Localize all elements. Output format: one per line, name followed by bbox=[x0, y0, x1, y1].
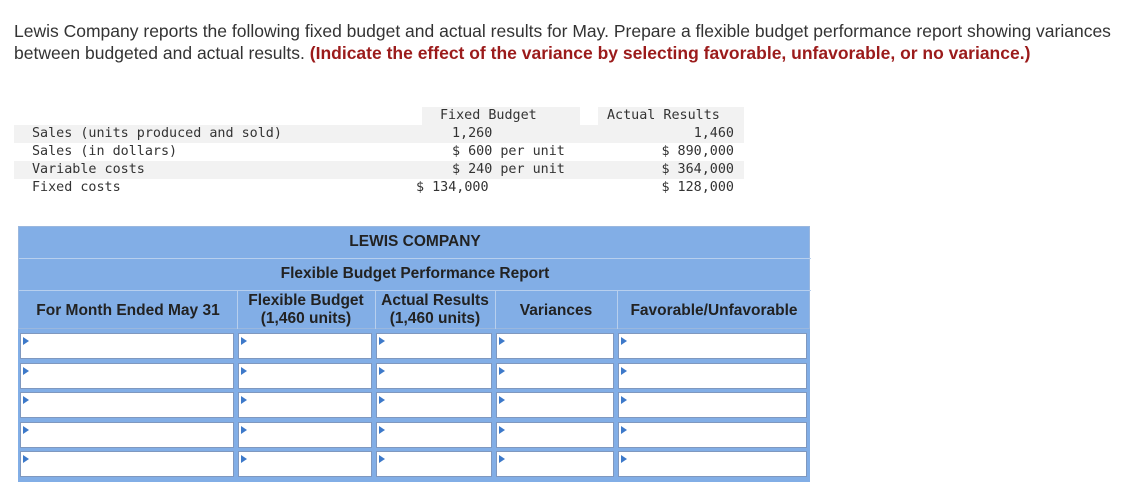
given-data-table bbox=[14, 107, 744, 197]
flexible-budget-input[interactable] bbox=[238, 451, 372, 477]
given-row-label: Sales (units produced and sold) bbox=[32, 126, 282, 141]
input-marker-icon bbox=[499, 367, 505, 375]
input-marker-icon bbox=[23, 455, 29, 463]
flexible-budget-input[interactable] bbox=[238, 392, 372, 418]
line-item-select[interactable] bbox=[20, 422, 234, 448]
given-fixed-value: 1,260 bbox=[452, 126, 493, 141]
input-marker-icon bbox=[621, 455, 627, 463]
report-title: Flexible Budget Performance Report bbox=[280, 265, 550, 282]
actual-results-input[interactable] bbox=[376, 333, 492, 359]
fav-unfav-select[interactable] bbox=[618, 451, 807, 477]
input-marker-icon bbox=[241, 455, 247, 463]
actual-results-col-header bbox=[375, 292, 495, 328]
given-actual-value: $ 890,000 bbox=[661, 144, 734, 159]
fav-unfav-header: Favorable/Unfavorable bbox=[630, 302, 798, 319]
actual-results-input[interactable] bbox=[376, 422, 492, 448]
input-marker-icon bbox=[499, 426, 505, 434]
variance-input[interactable] bbox=[496, 451, 614, 477]
fav-unfav-select[interactable] bbox=[618, 422, 807, 448]
input-marker-icon bbox=[379, 426, 385, 434]
input-marker-icon bbox=[621, 426, 627, 434]
input-marker-icon bbox=[499, 455, 505, 463]
given-row-label: Fixed costs bbox=[32, 180, 121, 195]
input-marker-icon bbox=[23, 367, 29, 375]
header-divider bbox=[19, 258, 811, 259]
fav-unfav-select[interactable] bbox=[618, 392, 807, 418]
prompt-instruction: (Indicate the effect of the variance by selecting favorable, unfavorable, or no variance.) bbox=[309, 43, 1031, 63]
input-marker-icon bbox=[379, 455, 385, 463]
line-item-select[interactable] bbox=[20, 363, 234, 389]
fixed-budget-header: Fixed Budget bbox=[440, 108, 537, 123]
input-marker-icon bbox=[241, 367, 247, 375]
report-header bbox=[18, 226, 810, 329]
header-divider bbox=[19, 290, 811, 291]
input-marker-icon bbox=[241, 337, 247, 345]
variances-header: Variances bbox=[519, 302, 593, 319]
given-fixed-value: $ 600 per unit bbox=[452, 144, 565, 159]
line-item-select[interactable] bbox=[20, 392, 234, 418]
input-marker-icon bbox=[621, 396, 627, 404]
input-marker-icon bbox=[23, 426, 29, 434]
fav-unfav-select[interactable] bbox=[618, 333, 807, 359]
given-actual-value: 1,460 bbox=[693, 126, 734, 141]
actual-header-line1: Actual Results bbox=[381, 292, 489, 309]
given-actual-value: $ 364,000 bbox=[661, 162, 734, 177]
line-item-select[interactable] bbox=[20, 333, 234, 359]
prompt-text: Lewis Company reports the following fixed budget and actual results for May. Prepare a flexible budget performance report showing variances between budgeted and actual results. bbox=[14, 21, 1111, 63]
given-fixed-value: $ 240 per unit bbox=[452, 162, 565, 177]
input-marker-icon bbox=[499, 337, 505, 345]
input-marker-icon bbox=[379, 396, 385, 404]
actual-results-input[interactable] bbox=[376, 392, 492, 418]
given-row-label: Sales (in dollars) bbox=[32, 144, 178, 159]
actual-results-input[interactable] bbox=[376, 363, 492, 389]
question-prompt bbox=[14, 20, 1134, 64]
fav-unfav-select[interactable] bbox=[618, 363, 807, 389]
company-name: LEWIS COMPANY bbox=[349, 233, 481, 250]
input-marker-icon bbox=[499, 396, 505, 404]
actual-header-line2: (1,460 units) bbox=[389, 310, 481, 327]
input-marker-icon bbox=[241, 396, 247, 404]
line-item-select[interactable] bbox=[20, 451, 234, 477]
period-header: For Month Ended May 31 bbox=[36, 302, 220, 319]
flexible-budget-input[interactable] bbox=[238, 363, 372, 389]
actual-results-input[interactable] bbox=[376, 451, 492, 477]
variance-input[interactable] bbox=[496, 392, 614, 418]
flex-budget-header-line1: Flexible Budget bbox=[248, 292, 364, 309]
flexible-budget-input[interactable] bbox=[238, 422, 372, 448]
input-marker-icon bbox=[621, 367, 627, 375]
flex-budget-header bbox=[237, 292, 375, 328]
report-rows bbox=[18, 329, 810, 482]
given-actual-value: $ 128,000 bbox=[661, 180, 734, 195]
input-marker-icon bbox=[23, 337, 29, 345]
input-marker-icon bbox=[23, 396, 29, 404]
input-marker-icon bbox=[621, 337, 627, 345]
given-row-label: Variable costs bbox=[32, 162, 145, 177]
input-marker-icon bbox=[379, 337, 385, 345]
variance-input[interactable] bbox=[496, 422, 614, 448]
flexible-budget-input[interactable] bbox=[238, 333, 372, 359]
variance-input[interactable] bbox=[496, 363, 614, 389]
variance-input[interactable] bbox=[496, 333, 614, 359]
input-marker-icon bbox=[241, 426, 247, 434]
performance-report bbox=[18, 226, 810, 482]
given-fixed-value: $ 134,000 bbox=[416, 180, 489, 195]
flex-budget-header-line2: (1,460 units) bbox=[260, 310, 352, 327]
actual-results-header: Actual Results bbox=[607, 108, 720, 123]
input-marker-icon bbox=[379, 367, 385, 375]
